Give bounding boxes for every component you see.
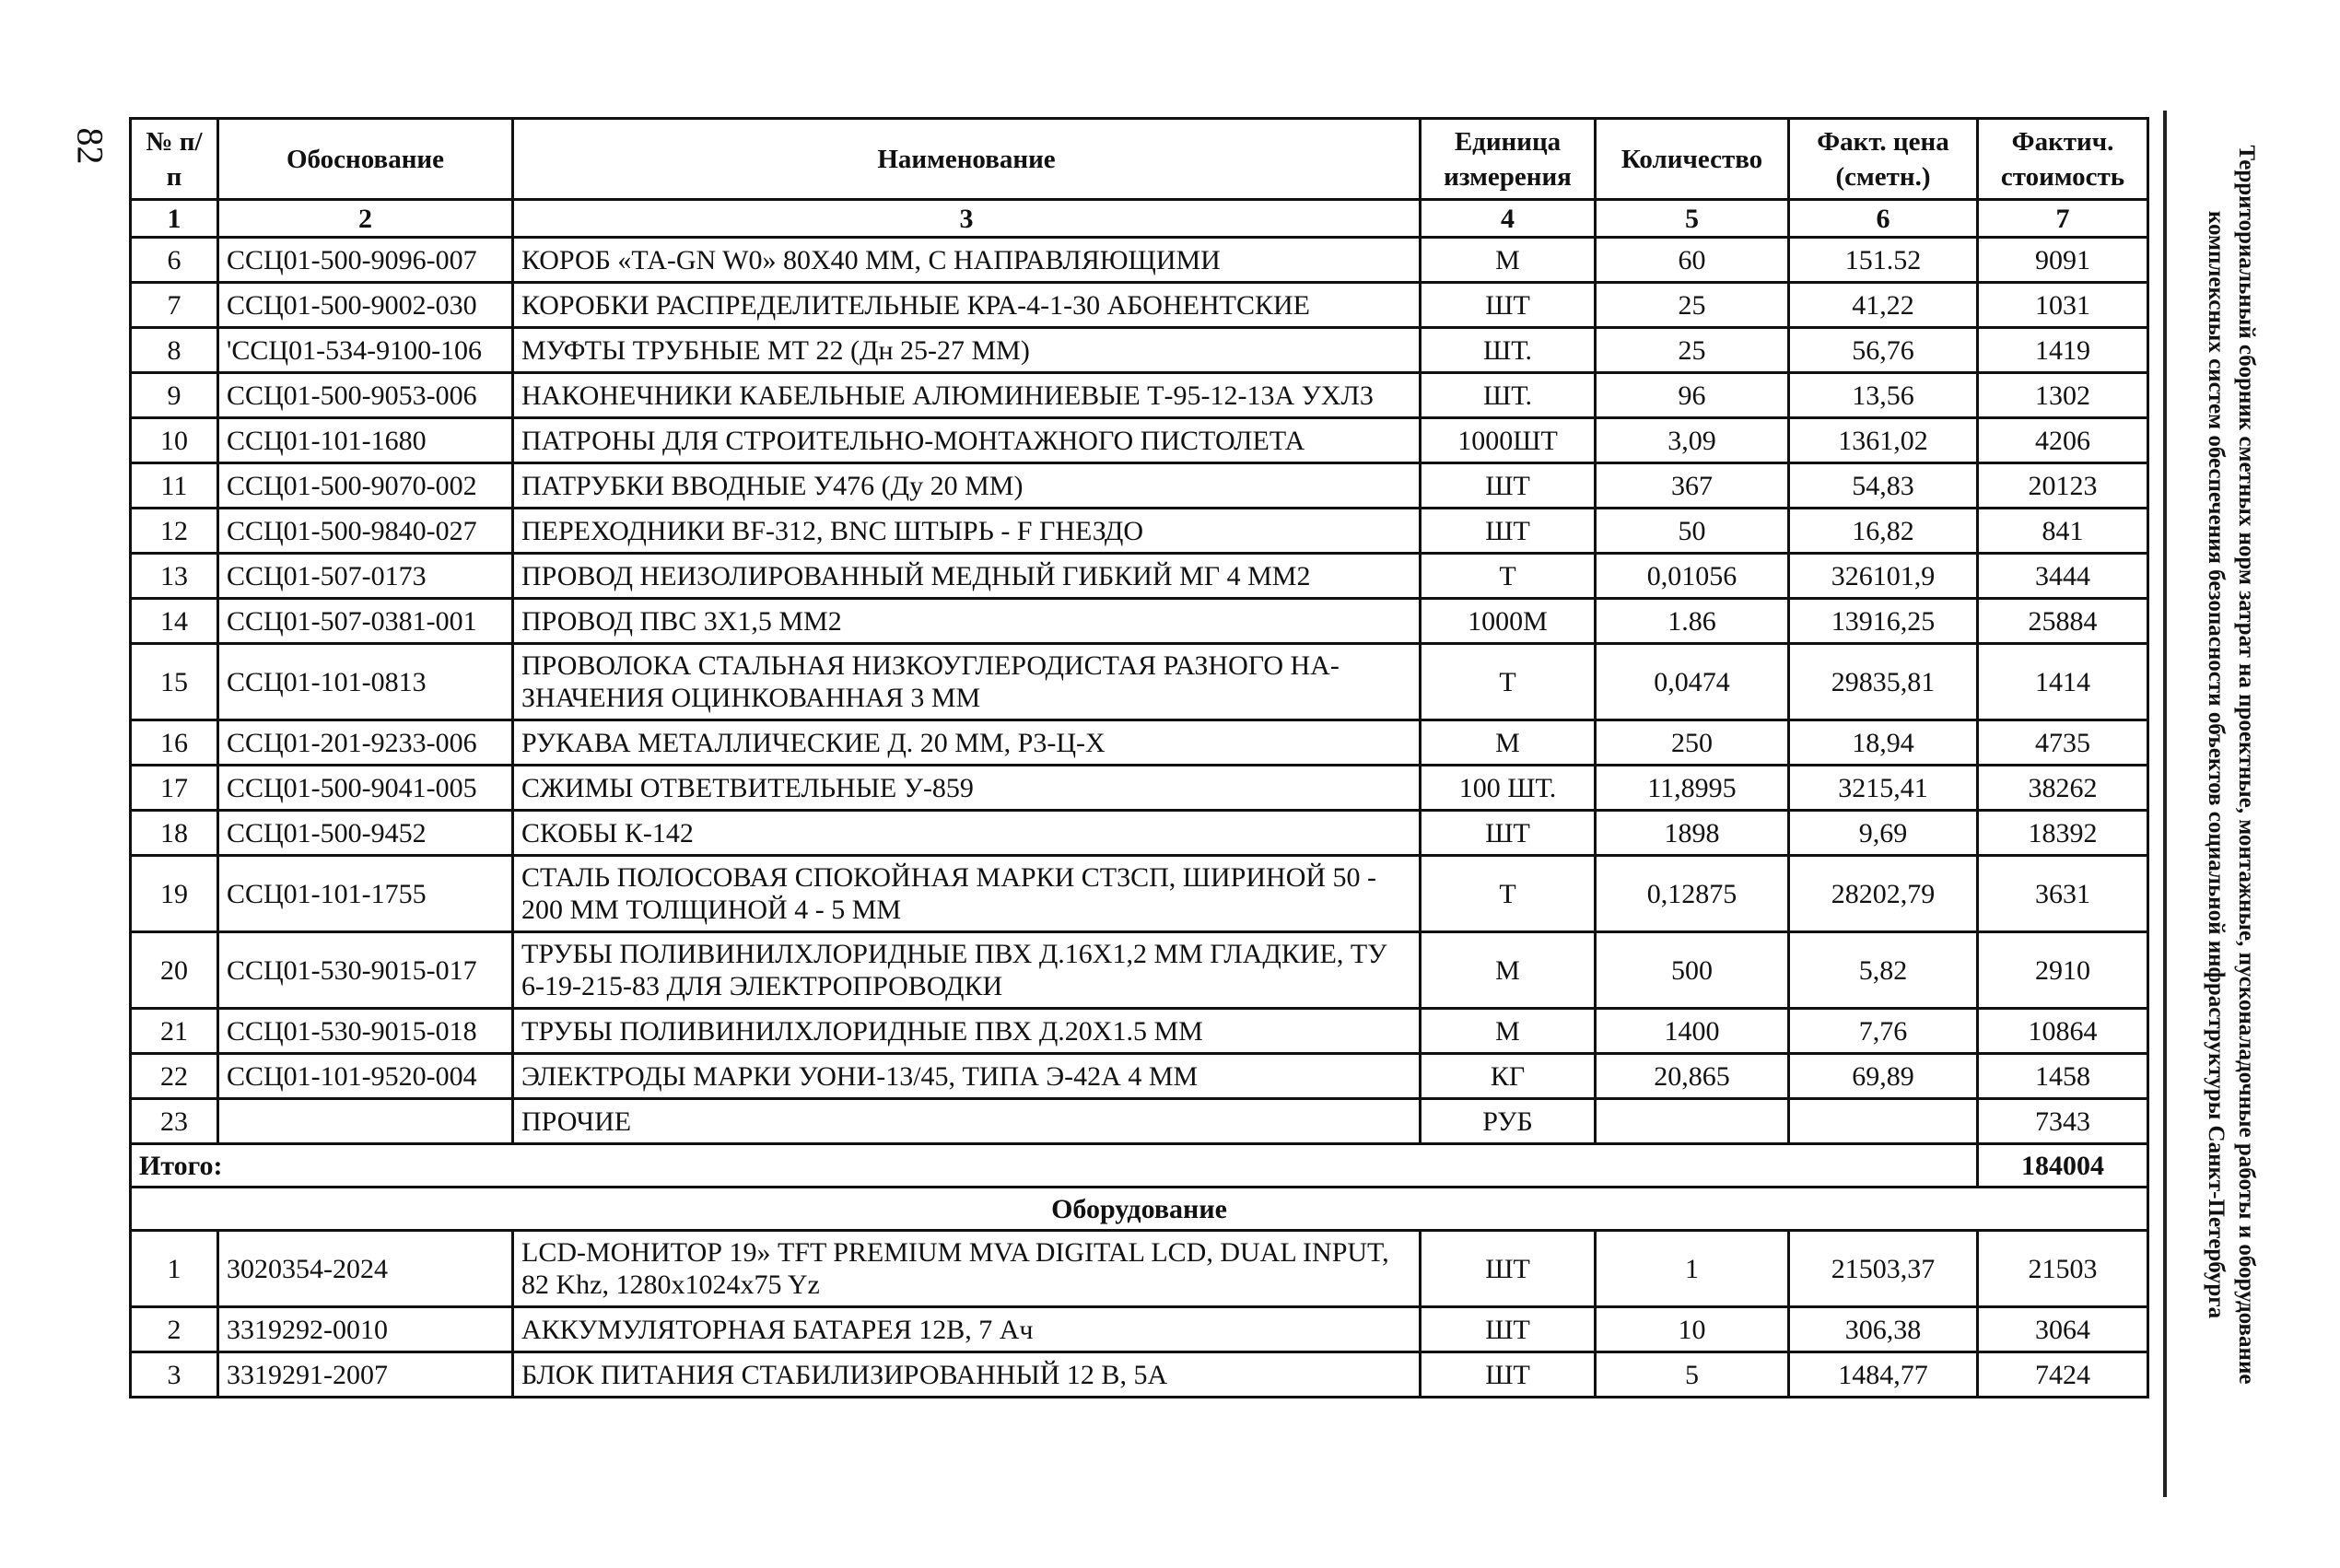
row-cost: 25884 (1978, 599, 2148, 644)
row-basis (218, 1099, 513, 1144)
row-unit: ШТ (1421, 463, 1596, 509)
table-row (131, 554, 2148, 599)
row-basis: ССЦ01-500-9053-006 (218, 373, 513, 418)
row-number: 22 (131, 1054, 218, 1099)
row-price: 7,76 (1789, 1009, 1978, 1054)
row-number: 6 (131, 238, 218, 283)
row-name: МУФТЫ ТРУБНЫЕ МТ 22 (Дн 25-27 ММ) (513, 328, 1421, 373)
row-price: 28202,79 (1789, 856, 1978, 932)
row-qty: 500 (1596, 932, 1789, 1009)
row-cost: 3631 (1978, 856, 2148, 932)
header-cost: Фактич. стоимость (1978, 119, 2148, 200)
row-qty: 1 (1596, 1231, 1789, 1307)
col-number: 7 (1978, 200, 2148, 238)
row-unit: 100 ШТ. (1421, 766, 1596, 811)
row-cost: 4735 (1978, 720, 2148, 766)
row-basis: 3020354-2024 (218, 1231, 513, 1307)
side-header (2179, 120, 2262, 1410)
row-number: 11 (131, 463, 218, 509)
row-unit: ШТ (1421, 1307, 1596, 1352)
row-unit: ШТ. (1421, 328, 1596, 373)
row-number: 19 (131, 856, 218, 932)
row-cost: 10864 (1978, 1009, 2148, 1054)
row-price: 13916,25 (1789, 599, 1978, 644)
row-number: 2 (131, 1307, 218, 1352)
row-qty: 25 (1596, 283, 1789, 328)
col-number: 3 (513, 200, 1421, 238)
total-label: Итого: (131, 1144, 1978, 1188)
row-number: 12 (131, 509, 218, 554)
row-number: 8 (131, 328, 218, 373)
row-cost: 3064 (1978, 1307, 2148, 1352)
row-basis: ССЦ01-201-9233-006 (218, 720, 513, 766)
row-basis: ССЦ01-500-9070-002 (218, 463, 513, 509)
row-qty: 1.86 (1596, 599, 1789, 644)
row-qty: 3,09 (1596, 418, 1789, 463)
table-row (131, 932, 2148, 1009)
row-cost: 38262 (1978, 766, 2148, 811)
row-basis: ССЦ01-101-0813 (218, 644, 513, 720)
row-unit: ШТ (1421, 1352, 1596, 1398)
header-unit: Единица измерения (1421, 119, 1596, 200)
row-price: 29835,81 (1789, 644, 1978, 720)
row-basis: ССЦ01-507-0173 (218, 554, 513, 599)
row-name: КОРОБКИ РАСПРЕДЕЛИТЕЛЬНЫЕ КРА-4-1-30 АБОНЕНТСКИЕ (513, 283, 1421, 328)
row-unit: ШТ (1421, 283, 1596, 328)
row-cost: 9091 (1978, 238, 2148, 283)
row-number: 7 (131, 283, 218, 328)
row-number: 16 (131, 720, 218, 766)
row-unit: ШТ (1421, 811, 1596, 856)
total-value: 184004 (1978, 1144, 2148, 1188)
row-number: 13 (131, 554, 218, 599)
table-row (131, 1231, 2148, 1307)
total-row (131, 1144, 2148, 1188)
row-name: ПРОВОД НЕИЗОЛИРОВАННЫЙ МЕДНЫЙ ГИБКИЙ МГ 4 ММ2 (513, 554, 1421, 599)
row-number: 17 (131, 766, 218, 811)
row-name: ПРОЧИЕ (513, 1099, 1421, 1144)
header-price: Факт. цена (сметн.) (1789, 119, 1978, 200)
row-number: 18 (131, 811, 218, 856)
table-row (131, 811, 2148, 856)
row-basis: ССЦ01-500-9452 (218, 811, 513, 856)
row-unit: 1000ШТ (1421, 418, 1596, 463)
table-row (131, 418, 2148, 463)
row-number: 3 (131, 1352, 218, 1398)
row-price: 1361,02 (1789, 418, 1978, 463)
table-row (131, 1009, 2148, 1054)
side-header-line2: комплексных систем обеспечения безопасности объектов социальной инфраструктуры Санкт-Петербурга (2204, 210, 2229, 1319)
table-row (131, 373, 2148, 418)
row-number: 23 (131, 1099, 218, 1144)
row-name: ПРОВОЛОКА СТАЛЬНАЯ НИЗКОУГЛЕРОДИСТАЯ РАЗНОГО НА-ЗНАЧЕНИЯ ОЦИНКОВАННАЯ 3 ММ (513, 644, 1421, 720)
table-row (131, 720, 2148, 766)
row-number: 10 (131, 418, 218, 463)
page-number: 82 (69, 127, 111, 165)
row-cost: 4206 (1978, 418, 2148, 463)
row-basis: ССЦ01-101-1680 (218, 418, 513, 463)
row-cost: 1414 (1978, 644, 2148, 720)
table-row (131, 1307, 2148, 1352)
row-name: LCD-МОНИТОР 19» TFT PREMIUM MVA DIGITAL LCD, DUAL INPUT, 82 Khz, 1280x1024x75 Yz (513, 1231, 1421, 1307)
row-cost: 1031 (1978, 283, 2148, 328)
row-cost: 18392 (1978, 811, 2148, 856)
row-unit: 1000М (1421, 599, 1596, 644)
row-qty: 96 (1596, 373, 1789, 418)
row-basis: ССЦ01-530-9015-017 (218, 932, 513, 1009)
row-basis: ССЦ01-500-9096-007 (218, 238, 513, 283)
row-basis: ССЦ01-507-0381-001 (218, 599, 513, 644)
row-cost: 841 (1978, 509, 2148, 554)
row-unit: ШТ. (1421, 373, 1596, 418)
row-basis: ССЦ01-500-9840-027 (218, 509, 513, 554)
header-num: № п/п (131, 119, 218, 200)
row-cost: 1419 (1978, 328, 2148, 373)
table-row (131, 599, 2148, 644)
col-number: 2 (218, 200, 513, 238)
row-basis: ССЦ01-101-9520-004 (218, 1054, 513, 1099)
table-row (131, 509, 2148, 554)
row-price: 3215,41 (1789, 766, 1978, 811)
row-price: 13,56 (1789, 373, 1978, 418)
estimate-table (129, 117, 2149, 1398)
row-name: АККУМУЛЯТОРНАЯ БАТАРЕЯ 12В, 7 Ач (513, 1307, 1421, 1352)
row-unit: Т (1421, 554, 1596, 599)
table-row (131, 1054, 2148, 1099)
col-number: 6 (1789, 200, 1978, 238)
row-unit: Т (1421, 856, 1596, 932)
row-name: ПРОВОД ПВС 3Х1,5 ММ2 (513, 599, 1421, 644)
row-name: ЭЛЕКТРОДЫ МАРКИ УОНИ-13/45, ТИПА Э-42А 4 ММ (513, 1054, 1421, 1099)
row-price: 18,94 (1789, 720, 1978, 766)
header-row (131, 119, 2148, 200)
row-basis: 'ССЦ01-534-9100-106 (218, 328, 513, 373)
row-basis: 3319292-0010 (218, 1307, 513, 1352)
row-cost: 21503 (1978, 1231, 2148, 1307)
section-title: Оборудование (131, 1188, 2148, 1231)
col-number: 1 (131, 200, 218, 238)
row-cost: 7343 (1978, 1099, 2148, 1144)
row-qty: 250 (1596, 720, 1789, 766)
row-qty: 0,01056 (1596, 554, 1789, 599)
row-cost: 3444 (1978, 554, 2148, 599)
table-row (131, 1099, 2148, 1144)
table-row (131, 1352, 2148, 1398)
row-price: 326101,9 (1789, 554, 1978, 599)
row-unit: ШТ (1421, 1231, 1596, 1307)
row-price: 306,38 (1789, 1307, 1978, 1352)
row-name: ТРУБЫ ПОЛИВИНИЛХЛОРИДНЫЕ ПВХ Д.16Х1,2 ММ ГЛАДКИЕ, ТУ 6-19-215-83 ДЛЯ ЭЛЕКТРОПРОВОДКИ (513, 932, 1421, 1009)
row-qty: 50 (1596, 509, 1789, 554)
row-cost: 2910 (1978, 932, 2148, 1009)
row-name: ПАТРОНЫ ДЛЯ СТРОИТЕЛЬНО-МОНТАЖНОГО ПИСТОЛЕТА (513, 418, 1421, 463)
row-basis: ССЦ01-101-1755 (218, 856, 513, 932)
row-basis: ССЦ01-500-9041-005 (218, 766, 513, 811)
col-number: 5 (1596, 200, 1789, 238)
row-name: СКОБЫ К-142 (513, 811, 1421, 856)
row-unit: КГ (1421, 1054, 1596, 1099)
row-price: 5,82 (1789, 932, 1978, 1009)
row-qty: 1898 (1596, 811, 1789, 856)
row-qty: 0,12875 (1596, 856, 1789, 932)
row-cost: 7424 (1978, 1352, 2148, 1398)
row-price: 56,76 (1789, 328, 1978, 373)
side-rule (2163, 111, 2167, 1497)
row-price: 21503,37 (1789, 1231, 1978, 1307)
table-row (131, 283, 2148, 328)
row-cost: 1458 (1978, 1054, 2148, 1099)
row-price: 54,83 (1789, 463, 1978, 509)
header-basis: Обоснование (218, 119, 513, 200)
header-qty: Количество (1596, 119, 1789, 200)
table-row (131, 856, 2148, 932)
row-unit: РУБ (1421, 1099, 1596, 1144)
row-unit: М (1421, 238, 1596, 283)
row-number: 15 (131, 644, 218, 720)
table-row (131, 238, 2148, 283)
section-row (131, 1188, 2148, 1231)
row-qty: 11,8995 (1596, 766, 1789, 811)
row-price: 151.52 (1789, 238, 1978, 283)
column-number-row (131, 200, 2148, 238)
row-basis: ССЦ01-500-9002-030 (218, 283, 513, 328)
table-row (131, 328, 2148, 373)
table-row (131, 463, 2148, 509)
row-price: 1484,77 (1789, 1352, 1978, 1398)
row-name: ТРУБЫ ПОЛИВИНИЛХЛОРИДНЫЕ ПВХ Д.20Х1.5 ММ (513, 1009, 1421, 1054)
row-price: 16,82 (1789, 509, 1978, 554)
row-unit: М (1421, 932, 1596, 1009)
row-qty: 367 (1596, 463, 1789, 509)
row-unit: М (1421, 1009, 1596, 1054)
row-number: 14 (131, 599, 218, 644)
row-qty: 0,0474 (1596, 644, 1789, 720)
row-qty: 10 (1596, 1307, 1789, 1352)
row-qty (1596, 1099, 1789, 1144)
row-name: СТАЛЬ ПОЛОСОВАЯ СПОКОЙНАЯ МАРКИ СТ3СП, ШИРИНОЙ 50 - 200 ММ ТОЛЩИНОЙ 4 - 5 ММ (513, 856, 1421, 932)
row-unit: Т (1421, 644, 1596, 720)
row-name: СЖИМЫ ОТВЕТВИТЕЛЬНЫЕ У-859 (513, 766, 1421, 811)
row-price: 69,89 (1789, 1054, 1978, 1099)
header-name: Наименование (513, 119, 1421, 200)
row-qty: 1400 (1596, 1009, 1789, 1054)
side-header-line1: Территориальный сборник сметных норм затрат на проектные, монтажные, пусконаладочные работы и оборудование (2234, 145, 2259, 1385)
row-name: РУКАВА МЕТАЛЛИЧЕСКИЕ Д. 20 ММ, Р3-Ц-Х (513, 720, 1421, 766)
row-unit: М (1421, 720, 1596, 766)
row-basis: ССЦ01-530-9015-018 (218, 1009, 513, 1054)
row-name: БЛОК ПИТАНИЯ СТАБИЛИЗИРОВАННЫЙ 12 В, 5А (513, 1352, 1421, 1398)
table-row (131, 644, 2148, 720)
row-number: 1 (131, 1231, 218, 1307)
row-name: НАКОНЕЧНИКИ КАБЕЛЬНЫЕ АЛЮМИНИЕВЫЕ Т-95-12-13А УХЛ3 (513, 373, 1421, 418)
row-qty: 25 (1596, 328, 1789, 373)
row-basis: 3319291-2007 (218, 1352, 513, 1398)
row-qty: 5 (1596, 1352, 1789, 1398)
row-name: КОРОБ «ТА-GN W0» 80Х40 ММ, С НАПРАВЛЯЮЩИМИ (513, 238, 1421, 283)
row-name: ПАТРУБКИ ВВОДНЫЕ У476 (Ду 20 ММ) (513, 463, 1421, 509)
row-number: 20 (131, 932, 218, 1009)
row-number: 9 (131, 373, 218, 418)
row-cost: 20123 (1978, 463, 2148, 509)
table-row (131, 766, 2148, 811)
row-qty: 60 (1596, 238, 1789, 283)
row-cost: 1302 (1978, 373, 2148, 418)
col-number: 4 (1421, 200, 1596, 238)
row-number: 21 (131, 1009, 218, 1054)
row-qty: 20,865 (1596, 1054, 1789, 1099)
row-name: ПЕРЕХОДНИКИ BF-312, BNC ШТЫРЬ - F ГНЕЗДО (513, 509, 1421, 554)
row-price (1789, 1099, 1978, 1144)
row-price: 41,22 (1789, 283, 1978, 328)
row-unit: ШТ (1421, 509, 1596, 554)
row-price: 9,69 (1789, 811, 1978, 856)
